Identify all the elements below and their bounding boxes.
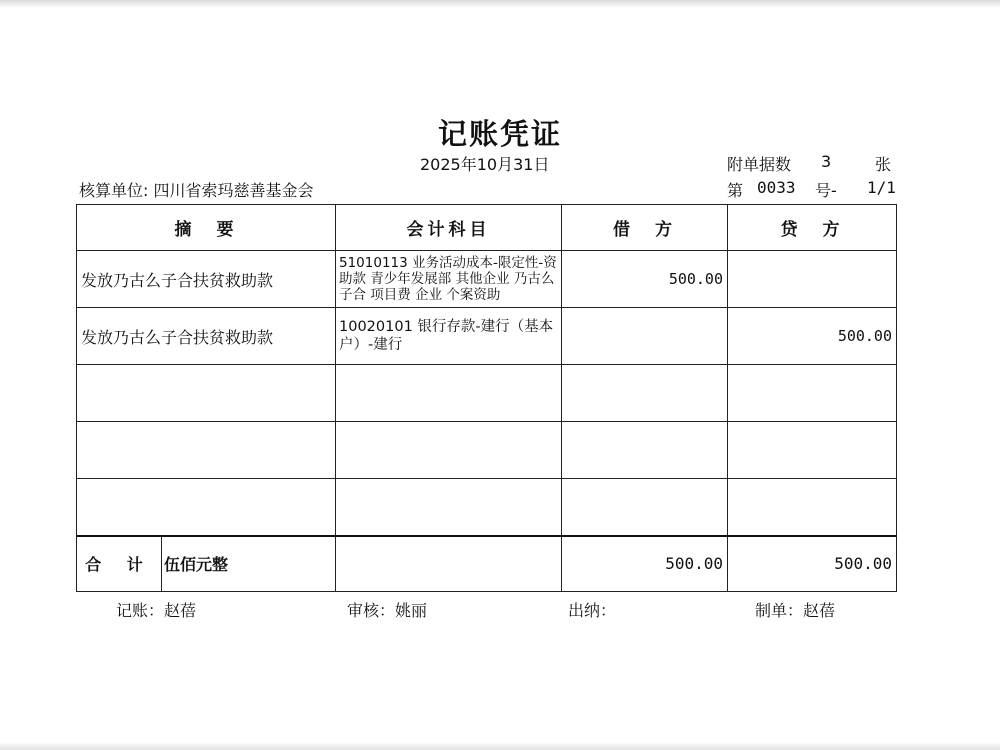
total-account-blank [336, 536, 562, 592]
row-debit [562, 422, 728, 479]
header-summary: 摘 要 [77, 205, 336, 251]
row-debit: 500.00 [562, 251, 728, 308]
table-row [77, 479, 897, 536]
table-row [77, 365, 897, 422]
attach-unit: 张 [875, 155, 892, 174]
total-row [77, 536, 897, 592]
row-summary [77, 422, 336, 479]
header-row [77, 205, 897, 251]
row-debit [562, 308, 728, 365]
voucher-date: 2025年10月31日 [420, 155, 550, 174]
row-summary [77, 479, 336, 536]
row-debit [562, 365, 728, 422]
voucher-table [76, 204, 897, 592]
row-credit [728, 251, 897, 308]
attach-label: 附单据数 [727, 155, 792, 174]
table-row [77, 308, 897, 365]
row-account [336, 422, 562, 479]
row-account: 10020101 银行存款-建行（基本户）-建行 [336, 308, 562, 365]
row-summary: 发放乃古么子合扶贫救助款 [77, 308, 336, 365]
number-value: 0033 [757, 178, 796, 197]
header-debit: 借 方 [562, 205, 728, 251]
row-credit [728, 422, 897, 479]
row-account [336, 479, 562, 536]
row-debit [562, 479, 728, 536]
attach-count: 3 [821, 152, 832, 171]
accounting-unit [79, 178, 314, 201]
cashier-signature: 出纳： [568, 601, 617, 620]
row-credit: 500.00 [728, 308, 897, 365]
unit-name: 四川省索玛慈善基金会 [153, 181, 314, 200]
preparer-signature: 制单：赵蓓 [755, 601, 836, 620]
row-credit [728, 365, 897, 422]
total-label: 合 计 [77, 537, 162, 591]
reviewer-signature: 审核：姚丽 [347, 601, 428, 620]
total-cell [77, 536, 336, 592]
page-index: 1/1 [867, 178, 896, 197]
scan-edge-bottom [0, 742, 1000, 750]
total-debit: 500.00 [562, 536, 728, 592]
table-row [77, 422, 897, 479]
unit-label: 核算单位: [79, 181, 149, 200]
row-account: 51010113 业务活动成本-限定性-资助款 青少年发展部 其他企业 乃古么子合 项目费 企业 个案资助 [336, 251, 562, 308]
header-account: 会计科目 [336, 205, 562, 251]
table-row [77, 251, 897, 308]
scan-edge-top [0, 0, 1000, 8]
number-prefix: 第 [727, 181, 744, 200]
bookkeeper-signature: 记账：赵蓓 [116, 601, 197, 620]
total-amount-words: 伍佰元整 [164, 555, 229, 574]
number-suffix: 号- [815, 181, 837, 200]
row-credit [728, 479, 897, 536]
header-credit: 贷 方 [728, 205, 897, 251]
row-summary [77, 365, 336, 422]
row-summary: 发放乃古么子合扶贫救助款 [77, 251, 336, 308]
row-account [336, 365, 562, 422]
total-credit: 500.00 [728, 536, 897, 592]
voucher-title: 记账凭证 [437, 117, 562, 151]
